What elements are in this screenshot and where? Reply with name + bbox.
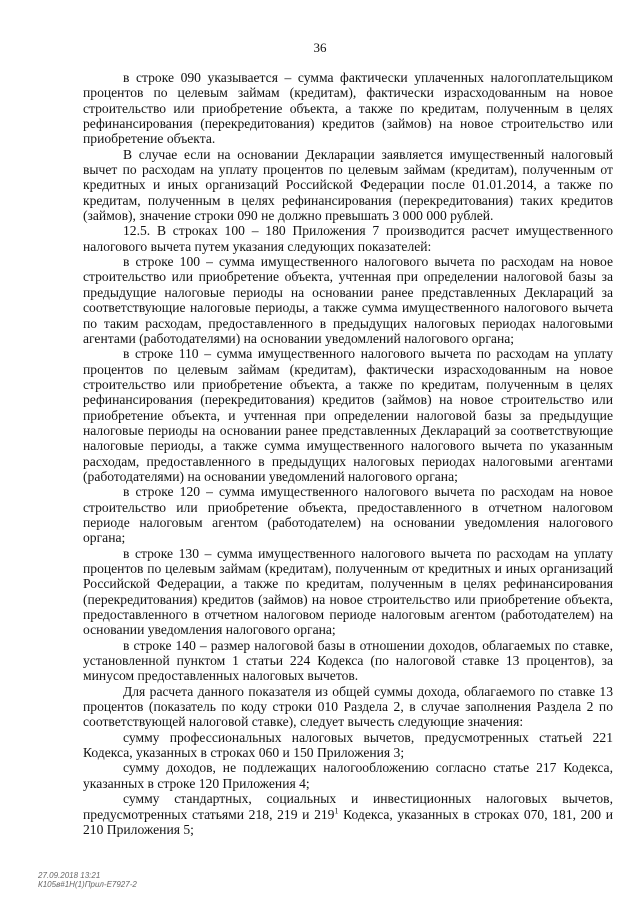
footer-date: 27.09.2018 13:21 — [38, 871, 101, 880]
paragraph-text-end: Кодекса, указанных в строках 070, 181, 200 и 210 Приложения 5; — [83, 806, 613, 837]
paragraph-nontaxable-income: сумму доходов, не подлежащих налогообложению согласно статье 217 Кодекса, указанных в строке 120 Приложения 4; — [83, 760, 613, 791]
footer-stamp — [38, 871, 137, 889]
paragraph-text: сумму стандартных, социальных и инвестиционных налоговых вычетов, предусмотренных статьями 218, 219 и 219 — [83, 791, 613, 822]
paragraph-standard-deductions — [83, 791, 613, 837]
paragraph-line-120: в строке 120 – сумма имущественного налогового вычета по расходам на новое строительство или приобретение объекта, предоставленного в отчетном налоговом периоде налоговым агентом (работодателем) на основании уведомления налогового органа; — [83, 484, 613, 546]
paragraph-professional-deductions: сумму профессиональных налоговых вычетов, предусмотренных статьей 221 Кодекса, указанных в строках 060 и 150 Приложения 3; — [83, 729, 613, 761]
paragraph-line-110: в строке 110 – сумма имущественного налогового вычета по расходам на уплату процентов по целевым займам (кредитам), фактически израсходованным на новое строительство или приобретение объекта, а также по кредитам, полученным в целях рефинансирования (перекредитования) кредитов (займов) на новое строительство или приобретение объекта, и учтенная при определении налоговой базы за предыдущие налоговые периоды на основании ранее представленных Деклараций за соответствующие налоговые периоды, а также сумма имущественного налогового вычета по указанным расходам, предоставленного в предыдущих налоговых периодах налоговыми агентами (работодателями) на основании уведомлений налогового органа; — [83, 346, 613, 484]
paragraph-line-130: в строке 130 – сумма имущественного налогового вычета по расходам на уплату процентов по целевым займам (кредитам), полученным от кредитных и иных организаций Российской Федерации, а также по кредитам, полученным в целях рефинансирования (перекредитования) кредитов (займов) на новое строительство или приобретение объекта, предоставленного в отчетном налоговом периоде налоговым агентом (работодателем) на основании уведомления налогового органа; — [83, 545, 613, 638]
footer-file-ref: К105в#1Н(1)Прил-Е7927-2 — [38, 880, 137, 889]
paragraph-12-5: 12.5. В строках 100 – 180 Приложения 7 производится расчет имущественного налогового вычета путем указания следующих показателей: — [83, 223, 613, 254]
paragraph-line-100: в строке 100 – сумма имущественного налогового вычета по расходам на новое строительство или приобретение объекта, учтенная при определении налоговой базы за предыдущие налоговые периоды на основании ранее представленных Деклараций за соответствующие налоговые периоды, а также сумма имущественного налогового вычета по таким расходам, предоставленного в предыдущих налоговых периодах налоговыми агентами (работодателями) на основании уведомлений налогового органа; — [83, 254, 613, 346]
paragraph-line-090: в строке 090 указывается – сумма фактически уплаченных налогоплательщиком процентов по целевым займам (кредитам), фактически израсходованным на новое строительство или приобретение объекта, а также по кредитам, полученным в целях рефинансирования (перекредитования) кредитов (займов) на новое строительство или приобретение объекта. — [83, 70, 613, 147]
paragraph-line-140: в строке 140 – размер налоговой базы в отношении доходов, облагаемых по ставке, установленной пунктом 1 статьи 224 Кодекса (по налоговой ставке 13 процентов), за минусом предоставленных налоговых вычетов. — [83, 637, 613, 684]
paragraph-calculation: Для расчета данного показателя из общей суммы дохода, облагаемого по ставке 13 процентов (показатель по коду строки 010 Раздела 2, в случае заполнения Раздела 2 по соответствующей налоговой ставке), следует вычесть следующие значения: — [83, 683, 613, 730]
superscript: 1 — [334, 805, 339, 815]
paragraph-limit: В случае если на основании Декларации заявляется имущественный налоговый вычет по расходам на уплату процентов по целевым займам (кредитам), полученным от кредитных и иных организаций Российской Федерации после 01.01.2014, а также по кредитам, полученным в целях рефинансирования (перекредитования) таких кредитов (займов), значение строки 090 не должно превышать 3 000 000 рублей. — [83, 146, 613, 224]
page-number: 36 — [313, 40, 327, 55]
document-body — [83, 70, 613, 837]
